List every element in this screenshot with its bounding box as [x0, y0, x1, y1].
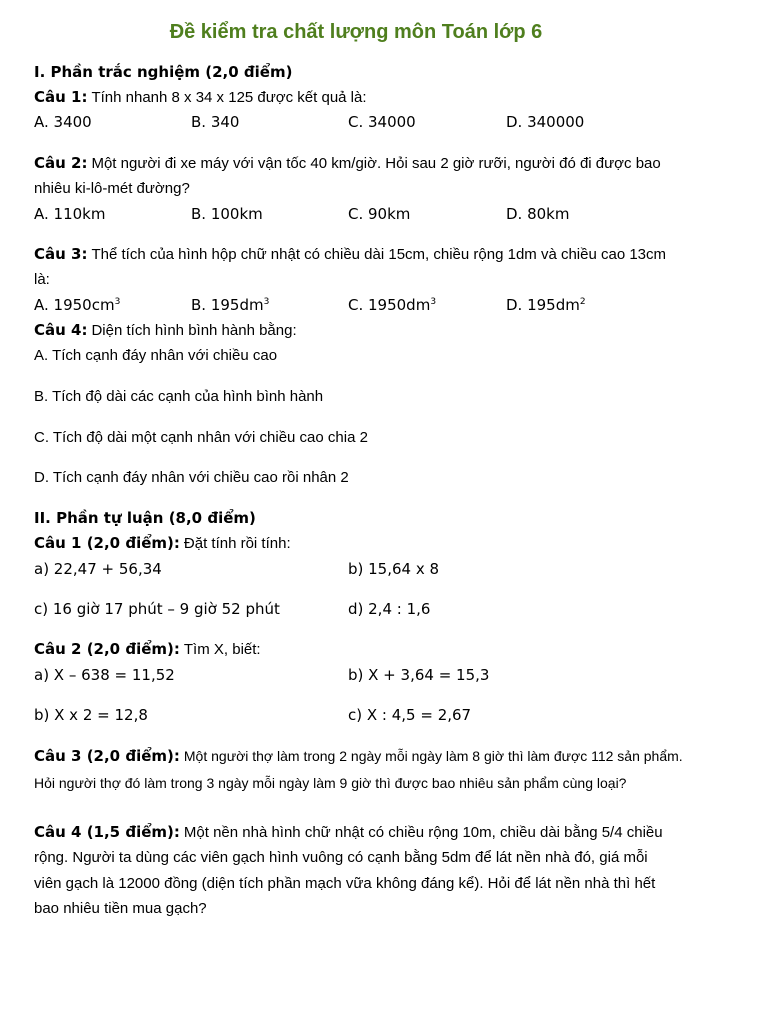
essay-question-4-line3: viên gạch là 12000 đồng (diện tích phần mạch vữa không đáng kể). Hỏi để lát nền nhà thì hết: [34, 875, 656, 892]
essay-q1-item-c: c) 16 giờ 17 phút – 9 giờ 52 phút: [34, 600, 280, 618]
question-label: Câu 3:: [34, 245, 88, 263]
essay-q1-item-d: d) 2,4 : 1,6: [348, 600, 431, 618]
q2-option-c: C. 90km: [348, 205, 411, 223]
question-2-continued: nhiêu ki-lô-mét đường?: [34, 180, 190, 197]
question-text: Một người đi xe máy với vận tốc 40 km/giờ. Hỏi sau 2 giờ rưỡi, người đó đi được bao: [91, 155, 661, 172]
question-4: [34, 321, 297, 340]
essay-question-4: [34, 823, 663, 842]
essay-question-3: [34, 747, 683, 766]
essay-question-4-line4: bao nhiêu tiền mua gạch?: [34, 900, 207, 917]
q4-option-b: B. Tích độ dài các cạnh của hình bình hành: [34, 388, 324, 405]
page-title: Đề kiểm tra chất lượng môn Toán lớp 6: [169, 21, 543, 43]
q2-option-d: D. 80km: [506, 205, 570, 223]
q3-option-d: D. $195dm^2$: [506, 296, 586, 314]
part1-heading: I. Phần trắc nghiệm (2,0 điểm): [34, 63, 293, 81]
essay-question-1: [34, 534, 291, 553]
essay-q2-item-b: b) X + 3,64 = 15,3: [348, 666, 490, 684]
q2-option-b: B. 100km: [191, 205, 263, 223]
question-text: Diện tích hình bình hành bằng:: [91, 322, 297, 339]
question-label: Câu 3 (2,0 điểm):: [34, 747, 180, 765]
question-label: Câu 4:: [34, 321, 88, 339]
question-3-continued: là:: [34, 271, 50, 288]
essay-q2-item-d: c) X : 4,5 = 2,67: [348, 706, 472, 724]
q1-option-b: B. 340: [191, 113, 240, 131]
question-text: Đặt tính rồi tính:: [183, 535, 291, 552]
question-text: Một người thợ làm trong 2 ngày mỗi ngày làm 8 giờ thì làm được 112 sản phẩm.: [183, 748, 683, 764]
q1-option-c: C. 34000: [348, 113, 416, 131]
essay-question-4-line2: rộng. Người ta dùng các viên gạch hình vuông có cạnh bằng 5dm để lát nền nhà đó, giá mỗi: [34, 849, 648, 866]
part2-heading: II. Phần tự luận (8,0 điểm): [34, 509, 256, 527]
q3-option-c: C. $1950dm^3$: [348, 296, 437, 314]
essay-question-3-continued: Hỏi người thợ đó làm trong 3 ngày mỗi ngày làm 9 giờ thì được bao nhiêu sản phẩm cùng loại?: [34, 775, 627, 791]
q4-option-d: D. Tích cạnh đáy nhân với chiều cao rồi nhân 2: [34, 469, 349, 486]
essay-q1-item-b: b) 15,64 x 8: [348, 560, 440, 578]
question-text: Thể tích của hình hộp chữ nhật có chiều dài 15cm, chiều rộng 1dm và chiều cao 13cm: [91, 246, 667, 263]
q4-option-c: C. Tích độ dài một cạnh nhân với chiều cao chia 2: [34, 429, 368, 446]
question-label: Câu 2 (2,0 điểm):: [34, 640, 180, 658]
essay-q2-item-a: a) X – 638 = 11,52: [34, 666, 175, 684]
question-text: Một nền nhà hình chữ nhật có chiều rộng 10m, chiều dài bằng 5/4 chiều: [183, 824, 663, 841]
essay-q2-item-c: b) X x 2 = 12,8: [34, 706, 148, 724]
question-label: Câu 4 (1,5 điểm):: [34, 823, 180, 841]
q2-option-a: A. 110km: [34, 205, 106, 223]
question-3: [34, 245, 666, 264]
question-text: Tính nhanh 8 x 34 x 125 được kết quả là:: [91, 89, 367, 106]
question-text: Tìm X, biết:: [183, 641, 261, 658]
q4-option-a: A. Tích cạnh đáy nhân với chiều cao: [34, 347, 278, 364]
q1-option-a: A. 3400: [34, 113, 92, 131]
question-label: Câu 2:: [34, 154, 88, 172]
question-1: [34, 88, 367, 107]
question-label: Câu 1 (2,0 điểm):: [34, 534, 180, 552]
q1-option-d: D. 340000: [506, 113, 585, 131]
essay-question-2: [34, 640, 261, 659]
q3-option-a: A. $1950cm^3$: [34, 296, 121, 314]
question-label: Câu 1:: [34, 88, 88, 106]
q3-option-b: B. $195dm^3$: [191, 296, 270, 314]
essay-q1-item-a: a) 22,47 + 56,34: [34, 560, 162, 578]
question-2: [34, 154, 661, 173]
